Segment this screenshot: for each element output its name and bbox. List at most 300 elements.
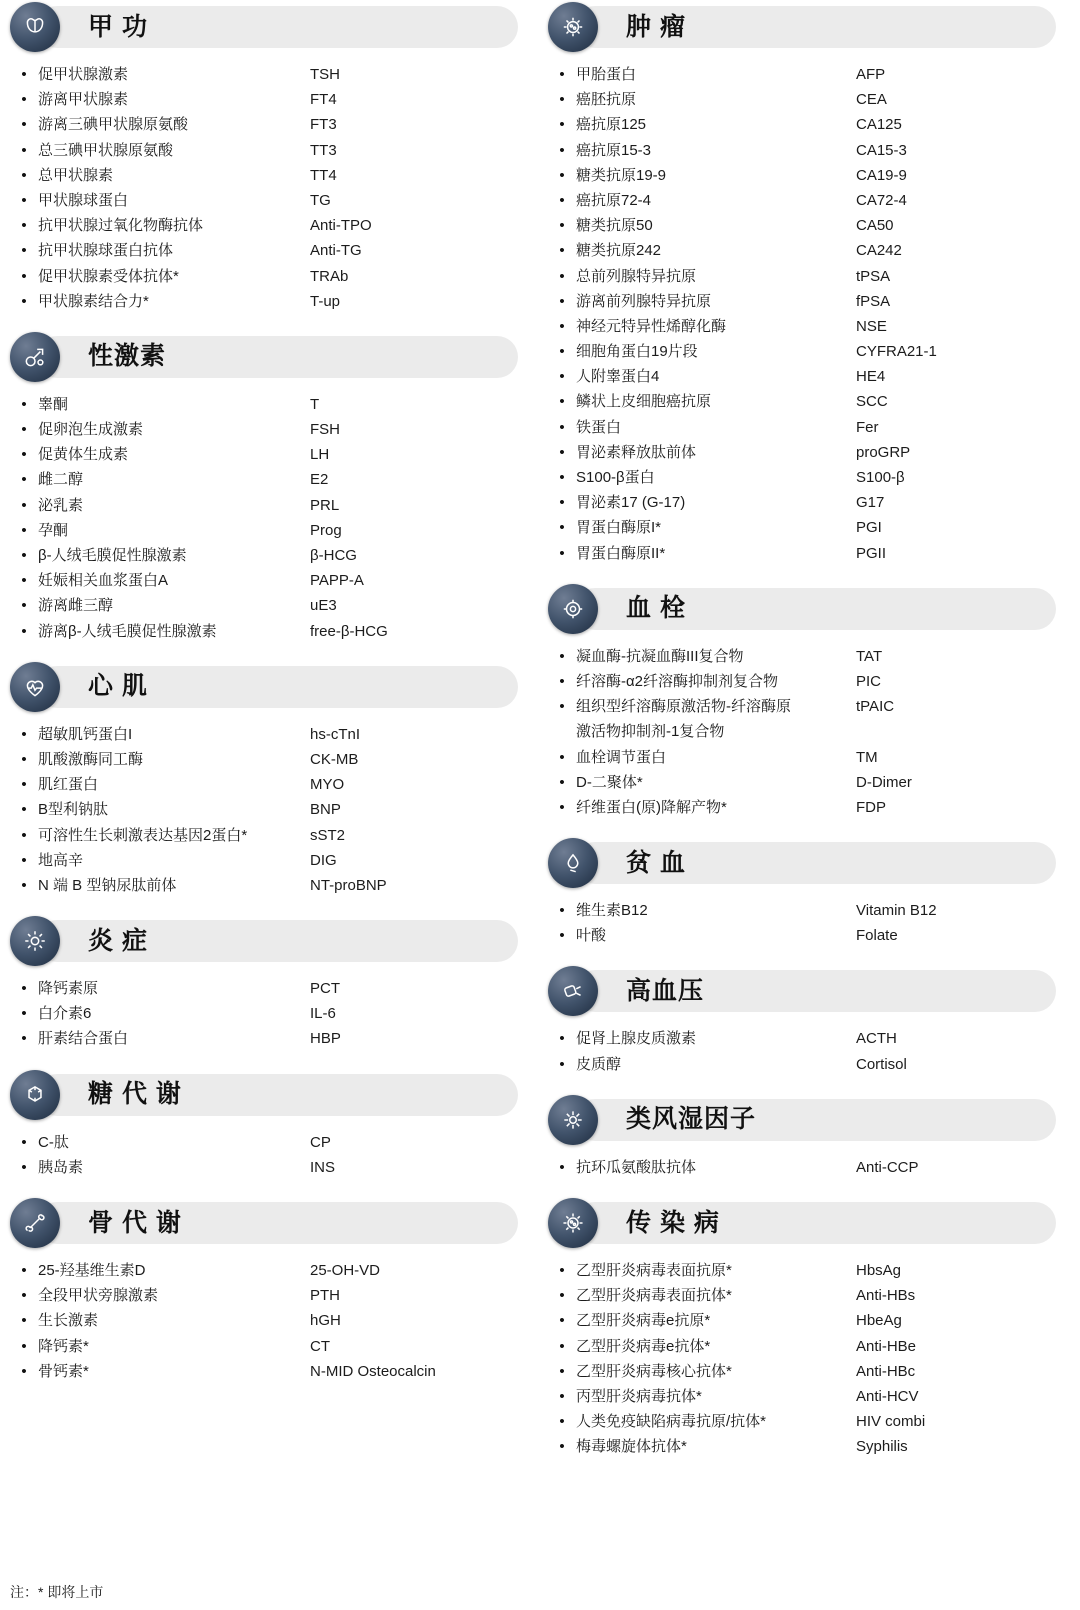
- assay-item: [548, 238, 1056, 263]
- assay-item: [10, 1155, 518, 1180]
- right-column: [548, 6, 1056, 1482]
- assay-name-cn: 糖类抗原242: [576, 242, 662, 260]
- bullet-icon: •: [21, 66, 27, 83]
- assay-item: [10, 1283, 518, 1308]
- section-header: [36, 1202, 518, 1244]
- hormone-icon: [10, 332, 60, 382]
- section-title: 血 栓: [626, 594, 686, 623]
- bullet-icon: •: [21, 217, 27, 235]
- assay-item: [548, 1026, 1056, 1051]
- assay-item: [10, 797, 518, 822]
- assay-item: [10, 1001, 518, 1026]
- assay-name-en: HE4: [856, 368, 886, 386]
- assay-name-en: TT3: [310, 141, 337, 159]
- bullet-icon: •: [559, 902, 565, 920]
- assay-item: [548, 440, 1056, 465]
- bullet-icon: •: [559, 798, 565, 816]
- bullet-icon: •: [559, 494, 565, 512]
- assay-name-en: hs-cTnI: [310, 725, 361, 743]
- section-header: [36, 666, 518, 708]
- bullet-icon: •: [21, 521, 27, 539]
- bullet-icon: •: [559, 217, 565, 235]
- assay-name-en: HbeAg: [856, 1312, 902, 1330]
- assay-name-cn: 超敏肌钙蛋白I: [38, 725, 133, 743]
- assay-name-en: IL-6: [310, 1005, 336, 1023]
- bullet-icon: •: [559, 267, 565, 285]
- assay-list: [10, 962, 518, 1068]
- assay-name-cn: 总甲状腺素: [38, 166, 114, 184]
- assay-name-cn: 癌抗原15-3: [576, 141, 652, 159]
- bullet-icon: •: [21, 1337, 27, 1355]
- assay-item: [10, 264, 518, 289]
- assay-name-cn: 组织型纤溶酶原激活物-纤溶酶原 激活物抑制剂-1复合物: [576, 698, 791, 741]
- assay-name-cn: D-二聚体*: [576, 773, 643, 791]
- assay-name-cn: N 端 B 型钠尿肽前体: [38, 876, 177, 894]
- section: [10, 920, 518, 1068]
- assay-name-en: Fer: [856, 418, 879, 436]
- section-header: [36, 336, 518, 378]
- bullet-icon: •: [21, 421, 27, 439]
- assay-item: [10, 593, 518, 618]
- bullet-icon: •: [21, 1158, 27, 1176]
- bullet-icon: •: [559, 1337, 565, 1355]
- section: [548, 1202, 1056, 1476]
- assay-name-en: Anti-CCP: [856, 1158, 919, 1176]
- assay-item: [548, 898, 1056, 923]
- bullet-icon: •: [559, 698, 565, 716]
- assay-item: [10, 1359, 518, 1384]
- assay-item: [10, 1026, 518, 1051]
- section-header: [574, 970, 1056, 1012]
- section-title: 心 肌: [88, 672, 148, 701]
- assay-list: [548, 1012, 1056, 1092]
- assay-name-cn: 叶酸: [576, 927, 607, 945]
- bullet-icon: •: [21, 166, 27, 184]
- assay-name-en: AFP: [856, 66, 886, 83]
- assay-name-cn: 甲状腺球蛋白: [38, 191, 129, 209]
- assay-item: [548, 87, 1056, 112]
- assay-name-cn: B型利钠肽: [38, 801, 109, 819]
- assay-name-en: proGRP: [856, 443, 911, 461]
- assay-name-en: PAPP-A: [310, 572, 364, 590]
- assay-name-cn: 地高辛: [38, 851, 84, 869]
- assay-name-cn: 人附睾蛋白4: [576, 368, 660, 386]
- section-title: 传 染 病: [626, 1208, 720, 1237]
- bullet-icon: •: [559, 141, 565, 159]
- assay-name-cn: 神经元特异性烯醇化酶: [576, 317, 727, 335]
- assay-name-cn: 胃泌素17 (G-17): [576, 494, 686, 512]
- bullet-icon: •: [21, 141, 27, 159]
- assay-item: [548, 314, 1056, 339]
- assay-item: [10, 112, 518, 137]
- assay-name-cn: 雌二醇: [38, 471, 84, 489]
- assay-item: [10, 138, 518, 163]
- thrombus-icon: [548, 584, 598, 634]
- assay-item: [548, 289, 1056, 314]
- section-header: [574, 842, 1056, 884]
- assay-name-cn: 游离前列腺特异抗原: [576, 292, 712, 310]
- bullet-icon: •: [559, 1312, 565, 1330]
- assay-name-cn: 凝血酶-抗凝血酶III复合物: [576, 647, 744, 665]
- assay-name-cn: 癌抗原72-4: [576, 191, 652, 209]
- assay-item: [548, 795, 1056, 820]
- assay-item: [10, 543, 518, 568]
- assay-item: [10, 823, 518, 848]
- bullet-icon: •: [559, 1030, 565, 1048]
- assay-name-cn: 胃泌素释放肽前体: [576, 443, 697, 461]
- assay-name-cn: 降钙素*: [38, 1337, 89, 1355]
- tumor-icon: [548, 2, 598, 52]
- bullet-icon: •: [559, 166, 565, 184]
- bullet-icon: •: [21, 851, 27, 869]
- left-column: [10, 6, 518, 1482]
- assay-name-en: E2: [310, 471, 329, 489]
- bullet-icon: •: [21, 980, 27, 998]
- assay-name-cn: 睾酮: [38, 395, 69, 413]
- bullet-icon: •: [559, 1387, 565, 1405]
- assay-item: [10, 722, 518, 747]
- assay-name-cn: 皮质醇: [576, 1055, 622, 1073]
- assay-name-cn: 游离三碘甲状腺原氨酸: [38, 116, 189, 134]
- assay-name-cn: 游离甲状腺素: [38, 91, 129, 109]
- assay-name-en: T-up: [310, 292, 341, 310]
- assay-list: [10, 1116, 518, 1196]
- assay-item: [10, 1334, 518, 1359]
- assay-item: [10, 873, 518, 898]
- assay-name-en: Anti-TPO: [310, 217, 372, 235]
- assay-list: [548, 1244, 1056, 1476]
- bullet-icon: •: [21, 725, 27, 743]
- assay-item: [548, 163, 1056, 188]
- assay-name-cn: 孕酮: [38, 521, 69, 539]
- assay-item: [10, 568, 518, 593]
- assay-name-en: SCC: [856, 393, 888, 411]
- assay-name-cn: 妊娠相关血浆蛋白A: [38, 572, 169, 590]
- assay-item: [10, 213, 518, 238]
- assay-name-cn: 肝素结合蛋白: [38, 1030, 129, 1048]
- assay-name-cn: 乙型肝炎病毒表面抗体*: [576, 1287, 732, 1305]
- assay-item: [548, 644, 1056, 669]
- assay-item: [548, 213, 1056, 238]
- assay-name-cn: 丙型肝炎病毒抗体*: [576, 1387, 702, 1405]
- section-title: 炎 症: [88, 926, 148, 955]
- assay-name-cn: 血栓调节蛋白: [576, 748, 667, 766]
- section: [10, 336, 518, 660]
- section: [548, 1099, 1056, 1196]
- bullet-icon: •: [21, 1005, 27, 1023]
- bullet-icon: •: [21, 292, 27, 310]
- bullet-icon: •: [21, 267, 27, 285]
- bullet-icon: •: [559, 927, 565, 945]
- bullet-icon: •: [21, 597, 27, 615]
- section: [10, 6, 518, 330]
- assay-name-cn: 细胞角蛋白19片段: [576, 343, 698, 361]
- assay-name-en: Anti-TG: [310, 242, 362, 260]
- assay-name-en: 25-OH-VD: [310, 1262, 381, 1279]
- assay-item: [10, 747, 518, 772]
- assay-name-en: N-MID Osteocalcin: [310, 1362, 436, 1380]
- assay-item: [548, 923, 1056, 948]
- bullet-icon: •: [559, 393, 565, 411]
- assay-name-cn: 促卵泡生成激素: [38, 421, 144, 439]
- assay-item: [10, 163, 518, 188]
- assay-name-en: Vitamin B12: [856, 902, 937, 920]
- assay-item: [548, 745, 1056, 770]
- assay-item: [10, 417, 518, 442]
- assay-name-en: DIG: [310, 851, 337, 869]
- assay-name-cn: 铁蛋白: [576, 418, 622, 436]
- assay-item: [548, 770, 1056, 795]
- assay-item: [10, 493, 518, 518]
- assay-item: [548, 669, 1056, 694]
- assay-item: [10, 442, 518, 467]
- assay-item: [10, 848, 518, 873]
- assay-name-cn: 游离雌三醇: [38, 597, 114, 615]
- assay-item: [548, 694, 1056, 744]
- assay-name-en: BNP: [310, 801, 341, 819]
- assay-item: [548, 364, 1056, 389]
- assay-name-en: Prog: [310, 521, 342, 539]
- assay-name-en: FSH: [310, 421, 340, 439]
- assay-name-en: CA15-3: [856, 141, 907, 159]
- assay-item: [548, 1155, 1056, 1180]
- assay-name-en: INS: [310, 1158, 336, 1176]
- bullet-icon: •: [559, 469, 565, 486]
- assay-name-cn: 促黄体生成素: [38, 446, 129, 464]
- assay-name-cn: 25-羟基维生素D: [38, 1262, 146, 1279]
- assay-name-en: LH: [310, 446, 330, 464]
- assay-name-en: NSE: [856, 317, 887, 335]
- bullet-icon: •: [559, 1413, 565, 1431]
- assay-name-en: FT3: [310, 116, 337, 134]
- assay-name-cn: 生长激素: [38, 1312, 99, 1330]
- bullet-icon: •: [21, 1362, 27, 1380]
- assay-name-cn: 胃蛋白酶原I*: [576, 519, 662, 537]
- assay-item: [548, 1052, 1056, 1077]
- bullet-icon: •: [21, 91, 27, 109]
- section-title: 性激素: [88, 342, 167, 371]
- assay-name-en: HIV combi: [856, 1413, 926, 1431]
- assay-item: [548, 415, 1056, 440]
- footnote: 注：* 即将上市: [10, 1584, 104, 1600]
- section-title: 糖 代 谢: [88, 1080, 182, 1109]
- assay-item: [548, 339, 1056, 364]
- assay-name-cn: 乙型肝炎病毒表面抗原*: [576, 1262, 732, 1279]
- assay-item: [10, 772, 518, 797]
- assay-name-cn: 促甲状腺素受体抗体*: [38, 267, 179, 285]
- bullet-icon: •: [559, 191, 565, 209]
- rheumatoid-icon: [548, 1095, 598, 1145]
- section-header: [574, 6, 1056, 48]
- assay-name-en: CT: [310, 1337, 330, 1355]
- assay-name-cn: 促肾上腺皮质激素: [576, 1030, 697, 1048]
- assay-list: [10, 48, 518, 330]
- assay-name-en: TRAb: [310, 267, 349, 285]
- assay-item: [10, 619, 518, 644]
- bullet-icon: •: [21, 395, 27, 413]
- assay-name-en: CK-MB: [310, 750, 359, 768]
- bullet-icon: •: [21, 496, 27, 514]
- assay-name-en: MYO: [310, 776, 345, 794]
- assay-name-en: Anti-HCV: [856, 1387, 919, 1405]
- assay-name-en: CP: [310, 1133, 331, 1151]
- assay-list: [548, 630, 1056, 836]
- assay-item: [10, 1258, 518, 1283]
- bullet-icon: •: [559, 1287, 565, 1305]
- section: [548, 842, 1056, 964]
- assay-name-cn: 鳞状上皮细胞癌抗原: [576, 393, 712, 411]
- bullet-icon: •: [21, 1030, 27, 1048]
- assay-name-cn: 维生素B12: [576, 902, 648, 920]
- assay-name-cn: 抗甲状腺球蛋白抗体: [38, 242, 174, 260]
- bullet-icon: •: [559, 418, 565, 436]
- assay-item: [10, 976, 518, 1001]
- assay-item: [548, 1384, 1056, 1409]
- bullet-icon: •: [559, 317, 565, 335]
- assay-name-cn: 泌乳素: [38, 496, 84, 514]
- assay-name-en: TSH: [310, 66, 340, 83]
- assay-name-en: PGI: [856, 519, 882, 537]
- section: [548, 588, 1056, 836]
- assay-name-cn: 总前列腺特异抗原: [576, 267, 697, 285]
- assay-name-en: tPAIC: [856, 698, 895, 716]
- bullet-icon: •: [559, 647, 565, 665]
- bullet-icon: •: [559, 242, 565, 260]
- assay-name-cn: 全段甲状旁腺激素: [38, 1287, 159, 1305]
- bullet-icon: •: [21, 471, 27, 489]
- bullet-icon: •: [21, 1312, 27, 1330]
- heart-icon: [10, 662, 60, 712]
- assay-item: [548, 389, 1056, 414]
- glucose-icon: [10, 1070, 60, 1120]
- assay-name-en: TAT: [856, 647, 883, 665]
- assay-list: [548, 1141, 1056, 1196]
- assay-item: [548, 515, 1056, 540]
- assay-name-cn: 白介素6: [38, 1005, 92, 1023]
- bullet-icon: •: [559, 672, 565, 690]
- bullet-icon: •: [559, 773, 565, 791]
- assay-name-en: sST2: [310, 826, 346, 844]
- assay-name-cn: 胰岛素: [38, 1158, 84, 1176]
- assay-name-cn: 抗环瓜氨酸肽抗体: [576, 1158, 697, 1176]
- assay-name-en: HBP: [310, 1030, 341, 1048]
- assay-item: [548, 1434, 1056, 1459]
- assay-item: [10, 1130, 518, 1155]
- assay-name-en: free-β-HCG: [310, 622, 388, 640]
- assay-name-en: S100-β: [856, 469, 905, 486]
- assay-item: [548, 1409, 1056, 1434]
- assay-name-en: β-HCG: [310, 547, 357, 564]
- assay-name-en: fPSA: [856, 292, 891, 310]
- bullet-icon: •: [21, 876, 27, 894]
- assay-list: [10, 708, 518, 914]
- assay-list: [10, 1244, 518, 1400]
- assay-name-cn: 糖类抗原50: [576, 217, 653, 235]
- assay-name-cn: 甲胎蛋白: [576, 66, 637, 83]
- section-title: 甲 功: [88, 12, 148, 41]
- bullet-icon: •: [21, 1133, 27, 1151]
- section-title: 贫 血: [626, 848, 686, 877]
- assay-name-en: CA125: [856, 116, 902, 134]
- assay-name-en: Syphilis: [856, 1438, 908, 1456]
- assay-name-cn: 促甲状腺激素: [38, 66, 129, 83]
- assay-name-cn: 乙型肝炎病毒e抗原*: [576, 1312, 711, 1330]
- assay-name-cn: 可溶性生长刺激表达基因2蛋白*: [38, 826, 248, 844]
- bullet-icon: •: [559, 1262, 565, 1279]
- assay-name-cn: 梅毒螺旋体抗体*: [576, 1438, 687, 1456]
- assay-name-en: Anti-HBc: [856, 1362, 916, 1380]
- section-header: [36, 920, 518, 962]
- assay-item: [548, 541, 1056, 566]
- assay-item: [10, 238, 518, 263]
- bullet-icon: •: [559, 116, 565, 134]
- assay-name-en: PTH: [310, 1287, 340, 1305]
- anemia-icon: [548, 838, 598, 888]
- assay-name-en: uE3: [310, 597, 337, 615]
- assay-item: [548, 138, 1056, 163]
- assay-name-cn: 抗甲状腺过氧化物酶抗体: [38, 217, 204, 235]
- bullet-icon: •: [21, 191, 27, 209]
- assay-item: [10, 467, 518, 492]
- assay-name-en: CA50: [856, 217, 894, 235]
- bullet-icon: •: [21, 446, 27, 464]
- assay-name-en: NT-proBNP: [310, 876, 387, 894]
- section: [548, 6, 1056, 582]
- section: [10, 666, 518, 914]
- assay-name-en: Anti-HBs: [856, 1287, 916, 1305]
- assay-item: [548, 1359, 1056, 1384]
- assay-item: [548, 1258, 1056, 1283]
- assay-name-en: tPSA: [856, 267, 891, 285]
- infection-icon: [548, 1198, 598, 1248]
- bullet-icon: •: [21, 1287, 27, 1305]
- assay-item: [548, 188, 1056, 213]
- section: [10, 1202, 518, 1400]
- bullet-icon: •: [21, 826, 27, 844]
- assay-name-en: CYFRA21-1: [856, 343, 937, 361]
- assay-name-en: Cortisol: [856, 1055, 907, 1073]
- assay-name-en: PRL: [310, 496, 340, 514]
- section-title: 肿 瘤: [626, 12, 686, 41]
- assay-name-en: PIC: [856, 672, 882, 690]
- bullet-icon: •: [21, 572, 27, 590]
- assay-name-en: TT4: [310, 166, 337, 184]
- section-header: [574, 1099, 1056, 1141]
- section-header: [574, 1202, 1056, 1244]
- assay-name-cn: S100-β蛋白: [576, 469, 655, 486]
- bullet-icon: •: [21, 776, 27, 794]
- assay-item: [548, 264, 1056, 289]
- bullet-icon: •: [21, 750, 27, 768]
- assay-item: [10, 62, 518, 87]
- assay-name-en: G17: [856, 494, 885, 512]
- assay-name-en: CA72-4: [856, 191, 907, 209]
- assay-name-cn: 骨钙素*: [38, 1362, 89, 1380]
- assay-item: [548, 112, 1056, 137]
- assay-name-en: CEA: [856, 91, 887, 109]
- bullet-icon: •: [21, 116, 27, 134]
- hypertension-icon: [548, 966, 598, 1016]
- assay-name-en: Folate: [856, 927, 898, 945]
- assay-name-cn: 总三碘甲状腺原氨酸: [38, 141, 174, 159]
- bullet-icon: •: [559, 519, 565, 537]
- bullet-icon: •: [559, 544, 565, 562]
- assay-item: [10, 518, 518, 543]
- assay-item: [548, 465, 1056, 490]
- bullet-icon: •: [559, 1438, 565, 1456]
- assay-item: [548, 1334, 1056, 1359]
- inflammation-icon: [10, 916, 60, 966]
